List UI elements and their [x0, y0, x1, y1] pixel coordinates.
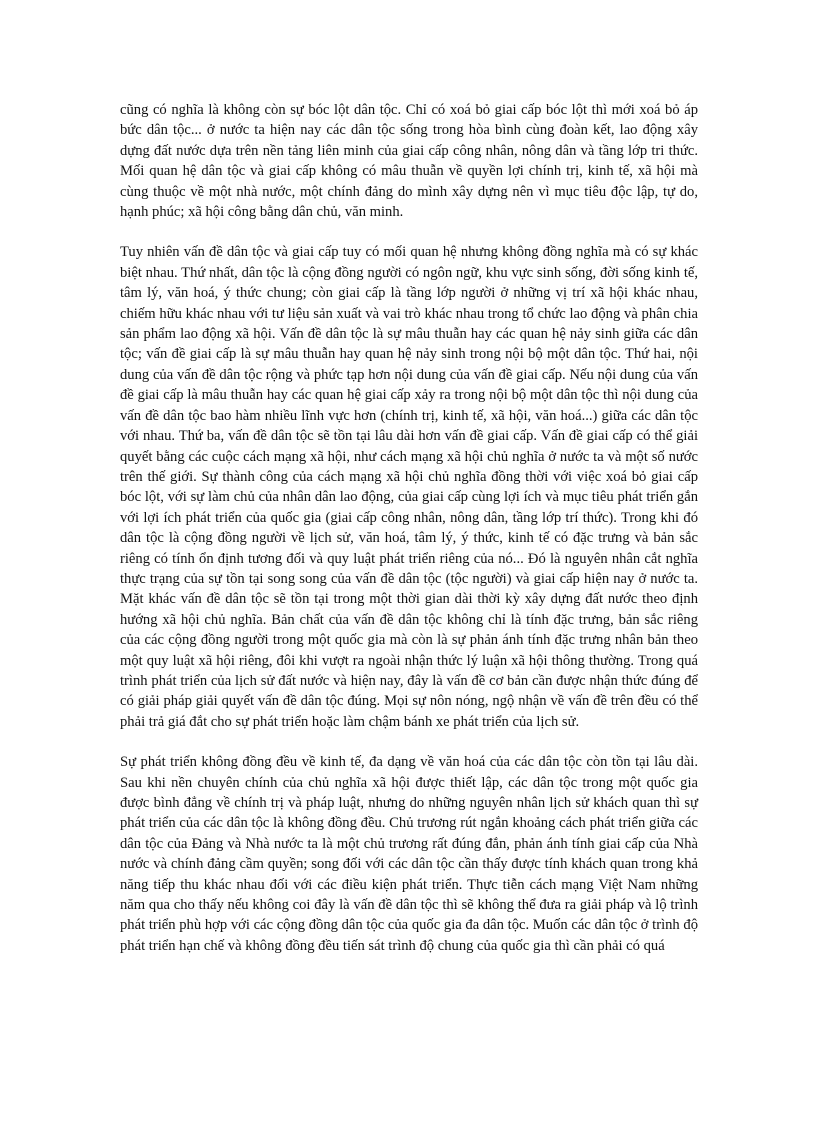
paragraph-1: cũng có nghĩa là không còn sự bóc lột dân tộc. Chỉ có xoá bỏ giai cấp bóc lột thì mới xoá bỏ áp bức dân tộc... ở nước ta hiện nay các dân tộc sống trong hòa bình cùng đoàn kết, lao động xây dựng đất nước dựa trên nền tảng liên minh của giai cấp công nhân, nông dân và tầng lớp tri thức. Mối quan hệ dân tộc và giai cấp không có mâu thuẫn về quyền lợi chính trị, kinh tế, xã hội mà cùng thuộc về một nhà nước, một chính đảng do mình xây dựng nên vì mục tiêu độc lập, tự do, hạnh phúc; xã hội công bằng dân chủ, văn minh.	[120, 102, 698, 221]
paragraph-2: Tuy nhiên vấn đề dân tộc và giai cấp tuy có mối quan hệ nhưng không đồng nghĩa mà có sự khác biệt nhau. Thứ nhất, dân tộc là cộng đồng người có ngôn ngữ, khu vực sinh sống, đời sống kinh tế, tâm lý, văn hoá, ý thức chung; còn giai cấp là tầng lớp người ở những vị trí xã hội khác nhau, chiếm hữu khác nhau với tư liệu sản xuất và vai trò khác nhau trong tổ chức lao động và phân chia sản phẩm lao động xã hội. Vấn đề dân tộc là sự mâu thuẫn hay các quan hệ nảy sinh giữa các dân tộc; vấn đề giai cấp là sự mâu thuẫn hay quan hệ nảy sinh trong nội bộ một dân tộc. Thứ hai, nội dung của vấn đề dân tộc rộng và phức tạp hơn nội dung của vấn đề giai cấp. Nếu nội dung của vấn đề giai cấp là mâu thuẫn hay các quan hệ giai cấp xảy ra trong nội bộ một dân tộc thì nội dung của vấn đề dân tộc bao hàm nhiều lĩnh vực hơn (chính trị, kinh tế, xã hội, văn hoá...) giữa các dân tộc với nhau. Thứ ba, vấn đề dân tộc sẽ tồn tại lâu dài hơn vấn đề giai cấp. Vấn đề giai cấp có thể giải quyết bằng các cuộc cách mạng xã hội, như cách mạng xã hội chủ nghĩa ở nước ta và một số nước trên thế giới. Sự thành công của cách mạng xã hội chủ nghĩa đồng thời với việc xoá bỏ giai cấp bóc lột, với sự làm chủ của nhân dân lao động, của giai cấp cùng lợi ích và mục tiêu phát triển gắn với lợi ích phát triển của quốc gia (giai cấp công nhân, nông dân, tầng lớp trí thức). Trong khi đó dân tộc là cộng đồng người về lịch sử, văn hoá, tâm lý, ý thức, kinh tế có đặc trưng và bản sắc riêng có tính ổn định tương đối và quy luật phát triển riêng của nó... Đó là nguyên nhân cắt nghĩa thực trạng của sự tồn tại song song của vấn đề dân tộc (tộc người) và giai cấp hiện nay ở nước ta. Mặt khác vấn đề dân tộc sẽ tồn tại trong một thời gian dài thời kỳ xây dựng đất nước theo định hướng xã hội chủ nghĩa. Bản chất của vấn đề dân tộc không chỉ là tính đặc trưng, bản sắc riêng của các cộng đồng người trong một quốc gia mà còn là sự phản ánh tính đặc trưng nhân bản theo một quy luật xã hội riêng, đôi khi vượt ra ngoài nhận thức lý luận xã hội thông thường. Trong quá trình phát triển của lịch sử đất nước và hiện nay, đây là vấn đề cơ bản cần được nhận thức đúng để có giải pháp giải quyết vấn đề dân tộc đúng. Mọi sự nôn nóng, ngộ nhận về vấn đề trên đều có thể phải trả giá đắt cho sự phát triển hoặc làm chậm bánh xe phát triển của lịch sử.	[120, 244, 698, 730]
document-page	[120, 100, 698, 956]
paragraph-3: Sự phát triển không đồng đều về kinh tế, đa dạng về văn hoá của các dân tộc còn tồn tại lâu dài. Sau khi nền chuyên chính của chủ nghĩa xã hội được thiết lập, các dân tộc trong một quốc gia được bình đẳng về chính trị và pháp luật, nhưng do những nguyên nhân lịch sử khách quan thì sự phát triển của các dân tộc là không đồng đều. Chủ trương rút ngắn khoảng cách phát triển giữa các dân tộc của Đảng và Nhà nước ta là một chủ trương rất đúng đắn, phản ánh tính giai cấp của Nhà nước và chính đảng cầm quyền; song đối với các dân tộc cần thấy được tính khách quan trong khả năng tiếp thu khác nhau đối với các điều kiện phát triển. Thực tiễn cách mạng Việt Nam những năm qua cho thấy nếu không coi đây là vấn đề dân tộc thì sẽ không thể đưa ra giải pháp và lộ trình phát triển phù hợp với các cộng đồng dân tộc của quốc gia đa dân tộc. Muốn các dân tộc ở trình độ phát triển hạn chế và không đồng đều tiến sát trình độ chung của quốc gia thì cần phải có quá	[120, 754, 698, 954]
